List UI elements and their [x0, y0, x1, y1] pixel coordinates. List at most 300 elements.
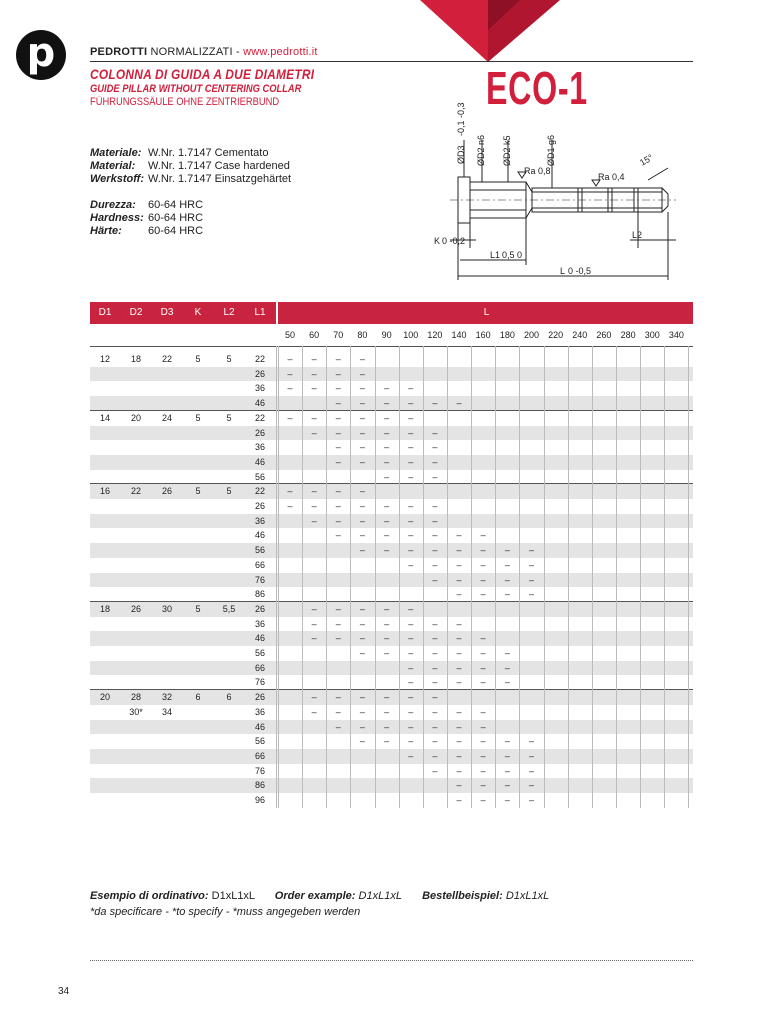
label-d3-tolerance: -0,1 -0,3 [456, 102, 466, 136]
availability-dash: – [384, 633, 390, 644]
l-value-header: 100 [403, 330, 419, 340]
l-value-header: 120 [427, 330, 443, 340]
cell-l2: 5,5 [222, 603, 236, 614]
col-d3: D3 [160, 307, 174, 318]
cell-d1: 20 [99, 692, 110, 703]
availability-dash: – [384, 736, 390, 747]
column-divider [375, 346, 376, 808]
title-german: FÜHRUNGSSÄULE OHNE ZENTRIERBUND [90, 96, 280, 108]
cell-l1: 26 [254, 603, 265, 614]
cell-l1: 56 [254, 471, 265, 482]
cell-l1: 22 [254, 354, 265, 364]
cell-l2: 6 [226, 692, 232, 703]
l-value-header: 70 [333, 330, 344, 340]
table-row [90, 411, 693, 426]
availability-dash: – [311, 633, 317, 644]
availability-dash: – [359, 545, 365, 556]
page-number: 34 [58, 986, 70, 997]
table-row [90, 514, 693, 529]
column-divider [326, 346, 327, 808]
availability-dash: – [359, 486, 365, 497]
column-divider [471, 346, 472, 808]
label-k-tolerance: 0 -0,2 [442, 236, 466, 246]
availability-dash: – [456, 398, 462, 409]
table-row [90, 455, 693, 470]
availability-dash: – [311, 486, 317, 497]
availability-dash: – [432, 398, 438, 409]
table-row [90, 587, 693, 602]
table-row [90, 720, 693, 735]
availability-dash: – [432, 574, 438, 585]
availability-dash: – [335, 354, 341, 364]
label-ra-04: Ra 0,4 [598, 172, 625, 182]
cell-l1: 96 [254, 795, 265, 805]
l-value-header: 80 [357, 330, 368, 340]
availability-dash: – [359, 398, 365, 409]
column-divider [688, 346, 689, 808]
table-row [90, 528, 693, 543]
availability-dash: – [335, 515, 341, 526]
cell-l1: 36 [254, 618, 265, 629]
cell-d3: 30 [161, 603, 172, 614]
availability-dash: – [432, 648, 438, 658]
availability-dash: – [311, 515, 317, 526]
availability-dash: – [335, 442, 341, 453]
availability-dash: – [384, 530, 390, 541]
header-rule-bottom [90, 346, 693, 347]
availability-dash: – [432, 706, 438, 717]
availability-dash: – [359, 368, 365, 379]
availability-dash: – [456, 530, 462, 541]
corner-triangles [420, 0, 560, 62]
order-example-en-label: Order example: [274, 890, 356, 902]
availability-dash: – [408, 662, 414, 673]
product-code: ECO-1 [486, 62, 588, 114]
cell-d3: 32 [161, 692, 172, 703]
availability-dash: – [480, 706, 486, 717]
table-row [90, 396, 693, 411]
cell-l2: 5 [226, 412, 232, 423]
l-value-header: 200 [523, 330, 540, 340]
col-l1: L1 [254, 307, 266, 318]
availability-dash: – [335, 383, 341, 394]
label-d2-k5: ØD2 k5 [502, 135, 512, 166]
availability-dash: – [408, 559, 414, 570]
availability-dash: – [432, 456, 438, 467]
availability-dash: – [384, 501, 390, 511]
cell-d3: 24 [161, 412, 172, 423]
availability-dash: – [384, 648, 390, 658]
availability-dash: – [504, 574, 510, 585]
availability-dash: – [504, 750, 510, 761]
availability-dash: – [432, 501, 438, 511]
availability-dash: – [359, 648, 365, 658]
table-row [90, 367, 693, 382]
footer-dotted-rule [90, 960, 693, 961]
table-row [90, 381, 693, 396]
cell-l2: 5 [226, 354, 232, 364]
cell-d2: 30* [129, 706, 143, 717]
availability-dash: – [408, 515, 414, 526]
l-value-header: 140 [451, 330, 467, 340]
availability-dash: – [408, 603, 414, 614]
order-example-it-value: D1xL1xL [208, 890, 255, 902]
availability-dash: – [359, 736, 365, 747]
availability-dash: – [287, 354, 293, 364]
pillar-drawing [420, 102, 700, 290]
column-divider [592, 346, 593, 808]
column-divider [495, 346, 496, 808]
label-d1-g6: ØD1 g6 [546, 134, 556, 166]
cell-l1: 86 [254, 589, 265, 600]
group-separator [90, 601, 693, 602]
cell-d3: 26 [161, 486, 172, 497]
availability-dash: – [311, 412, 317, 423]
label-d3: ØD3 [456, 145, 466, 164]
availability-dash: – [311, 383, 317, 394]
availability-dash: – [480, 795, 486, 805]
table-row [90, 440, 693, 455]
table-row [90, 661, 693, 676]
availability-dash: – [408, 412, 414, 423]
cell-l1: 46 [254, 530, 265, 541]
availability-dash: – [384, 442, 390, 453]
label-l1-tolerance: 0,5 0 [502, 250, 523, 260]
spec-key: Material: [90, 160, 136, 172]
availability-dash: – [504, 765, 510, 776]
cell-l1: 66 [254, 559, 265, 570]
availability-dash: – [384, 456, 390, 467]
cell-l1: 56 [254, 545, 265, 556]
availability-dash: – [335, 501, 341, 511]
availability-dash: – [480, 765, 486, 776]
table-row [90, 470, 693, 485]
l-value-header: 220 [548, 330, 564, 340]
label-ra-08: Ra 0,8 [524, 166, 551, 176]
availability-dash: – [480, 559, 486, 570]
availability-dash: – [359, 427, 365, 438]
availability-dash: – [480, 736, 486, 747]
cell-l1: 26 [254, 692, 265, 703]
availability-dash: – [335, 427, 341, 438]
order-example-de-label: Bestellbeispiel: [422, 890, 503, 902]
table-row [90, 617, 693, 632]
availability-dash: – [287, 412, 293, 423]
availability-dash: – [456, 765, 462, 776]
l-value-header: 50 [284, 330, 295, 340]
cell-l1: 46 [254, 398, 265, 409]
availability-dash: – [456, 662, 462, 673]
table-row [90, 499, 693, 514]
order-example-en-value: D1xL1xL [355, 890, 402, 902]
table-row [90, 705, 693, 720]
availability-dash: – [335, 603, 341, 614]
availability-dash: – [384, 618, 390, 629]
cell-l1: 66 [254, 662, 265, 673]
availability-dash: – [528, 589, 534, 600]
availability-dash: – [408, 692, 414, 703]
availability-dash: – [408, 398, 414, 409]
availability-dash: – [384, 706, 390, 717]
availability-dash: – [432, 530, 438, 541]
l-value-header: 340 [668, 330, 684, 340]
availability-dash: – [480, 780, 486, 791]
availability-dash: – [456, 736, 462, 747]
availability-dash: – [384, 383, 390, 394]
cell-d1: 14 [99, 412, 110, 423]
availability-dash: – [504, 559, 510, 570]
column-divider [568, 346, 569, 808]
availability-dash: – [504, 736, 510, 747]
availability-dash: – [432, 559, 438, 570]
availability-dash: – [432, 471, 438, 482]
header-rule [90, 61, 693, 62]
availability-dash: – [335, 721, 341, 732]
availability-dash: – [456, 780, 462, 791]
availability-dash: – [359, 383, 365, 394]
cell-l1: 76 [254, 677, 265, 688]
availability-dash: – [287, 486, 293, 497]
availability-dash: – [528, 795, 534, 805]
availability-dash: – [408, 383, 414, 394]
table-row [90, 573, 693, 588]
table-row [90, 426, 693, 441]
cell-l2: 5 [226, 486, 232, 497]
availability-dash: – [384, 721, 390, 732]
title-italian: COLONNA DI GUIDA A DUE DIAMETRI [90, 66, 315, 82]
availability-dash: – [335, 706, 341, 717]
col-d1: D1 [98, 307, 112, 318]
header-divider [276, 302, 278, 324]
cell-d1: 12 [99, 354, 110, 364]
availability-dash: – [408, 677, 414, 688]
availability-dash: – [384, 545, 390, 556]
availability-dash: – [408, 750, 414, 761]
availability-dash: – [359, 515, 365, 526]
availability-dash: – [359, 618, 365, 629]
availability-dash: – [359, 442, 365, 453]
table-row [90, 778, 693, 793]
cell-d1: 18 [99, 603, 110, 614]
availability-dash: – [359, 354, 365, 364]
order-example-de-value: D1xL1xL [502, 890, 550, 902]
cell-l1: 76 [254, 765, 265, 776]
availability-dash: – [456, 648, 462, 658]
availability-dash: – [456, 750, 462, 761]
availability-dash: – [311, 354, 317, 364]
availability-dash: – [311, 706, 317, 717]
availability-dash: – [528, 780, 534, 791]
table-row [90, 734, 693, 749]
availability-dash: – [408, 736, 414, 747]
l-value-header: 240 [572, 330, 588, 340]
label-l1: L1 [490, 250, 501, 260]
column-divider [302, 346, 303, 808]
availability-dash: – [335, 412, 341, 423]
column-divider [276, 346, 277, 808]
l-value-header: 60 [309, 330, 320, 340]
availability-dash: – [384, 427, 390, 438]
availability-dash: – [311, 692, 317, 703]
col-k: K [194, 307, 202, 318]
availability-dash: – [408, 442, 414, 453]
availability-dash: – [432, 677, 438, 688]
availability-dash: – [480, 677, 486, 688]
availability-dash: – [456, 677, 462, 688]
cell-d2: 18 [130, 354, 141, 364]
spec-value: 60-64 HRC [148, 212, 204, 224]
table-row [90, 793, 693, 808]
l-value-header: 300 [644, 330, 660, 340]
availability-dash: – [432, 721, 438, 732]
col-l2: L2 [223, 307, 235, 318]
cell-d3: 34 [161, 706, 172, 717]
cell-k: 6 [195, 692, 201, 703]
availability-dash: – [359, 692, 365, 703]
availability-dash: – [335, 618, 341, 629]
availability-dash: – [480, 633, 486, 644]
availability-dash: – [456, 545, 462, 556]
spec-key: Werkstoff: [90, 173, 144, 185]
availability-dash: – [480, 648, 486, 658]
group-separator [90, 483, 693, 484]
availability-dash: – [456, 574, 462, 585]
cell-l1: 36 [254, 442, 265, 453]
cell-k: 5 [195, 603, 201, 614]
cell-l1: 56 [254, 648, 265, 658]
availability-dash: – [480, 721, 486, 732]
table-row [90, 352, 693, 367]
cell-l1: 26 [254, 368, 265, 379]
availability-dash: – [432, 692, 438, 703]
table-row [90, 764, 693, 779]
cell-d2: 28 [130, 692, 141, 703]
cell-l1: 56 [254, 736, 265, 747]
table-row [90, 646, 693, 661]
cell-l1: 36 [254, 383, 265, 394]
cell-k: 5 [195, 486, 201, 497]
website-link[interactable]: www.pedrotti.it [243, 46, 318, 58]
availability-dash: – [432, 750, 438, 761]
cell-l1: 46 [254, 456, 265, 467]
brand-separator: - [232, 46, 244, 58]
availability-dash: – [528, 574, 534, 585]
availability-dash: – [480, 545, 486, 556]
availability-dash: – [359, 721, 365, 732]
label-angle: 15° [638, 152, 655, 168]
table-header [90, 302, 693, 324]
column-divider [350, 346, 351, 808]
availability-dash: – [480, 750, 486, 761]
group-separator [90, 410, 693, 411]
availability-dash: – [287, 501, 293, 511]
availability-dash: – [408, 471, 414, 482]
spec-key: Hardness: [90, 212, 144, 224]
availability-dash: – [408, 501, 414, 511]
availability-dash: – [335, 456, 341, 467]
cell-l1: 22 [254, 412, 265, 423]
availability-dash: – [335, 633, 341, 644]
availability-dash: – [408, 633, 414, 644]
availability-dash: – [359, 501, 365, 511]
order-example [90, 890, 549, 902]
table-row [90, 631, 693, 646]
cell-d1: 16 [99, 486, 110, 497]
group-separator [90, 689, 693, 690]
availability-dash: – [504, 795, 510, 805]
cell-l1: 36 [254, 515, 265, 526]
availability-dash: – [432, 618, 438, 629]
cell-l1: 46 [254, 721, 265, 732]
availability-dash: – [408, 456, 414, 467]
availability-dash: – [504, 545, 510, 556]
availability-dash: – [504, 648, 510, 658]
availability-dash: – [528, 750, 534, 761]
availability-dash: – [408, 530, 414, 541]
availability-dash: – [359, 530, 365, 541]
column-divider [544, 346, 545, 808]
availability-dash: – [408, 721, 414, 732]
availability-dash: – [432, 427, 438, 438]
availability-dash: – [311, 368, 317, 379]
availability-dash: – [504, 589, 510, 600]
column-divider [519, 346, 520, 808]
availability-dash: – [359, 603, 365, 614]
availability-dash: – [287, 368, 293, 379]
spec-value: W.Nr. 1.7147 Cementato [148, 147, 269, 159]
availability-dash: – [408, 706, 414, 717]
l-value-header: 260 [596, 330, 612, 340]
l-value-header: 280 [620, 330, 636, 340]
column-divider [423, 346, 424, 808]
column-divider [399, 346, 400, 808]
availability-dash: – [480, 589, 486, 600]
label-k: K [434, 236, 441, 246]
cell-l1: 86 [254, 780, 265, 791]
availability-dash: – [384, 471, 390, 482]
availability-dash: – [432, 765, 438, 776]
column-divider [616, 346, 617, 808]
spec-key: Härte: [90, 225, 122, 237]
availability-dash: – [384, 412, 390, 423]
l-value-header: 180 [499, 330, 515, 340]
l-value-header: 160 [475, 330, 491, 340]
availability-dash: – [432, 633, 438, 644]
availability-dash: – [432, 545, 438, 556]
column-divider [278, 346, 279, 808]
cell-l1: 46 [254, 633, 265, 644]
availability-dash: – [528, 559, 534, 570]
availability-dash: – [480, 662, 486, 673]
availability-dash: – [456, 633, 462, 644]
table-row [90, 558, 693, 573]
cell-d3: 22 [161, 354, 172, 364]
availability-dash: – [311, 427, 317, 438]
availability-dash: – [384, 603, 390, 614]
availability-dash: – [528, 545, 534, 556]
availability-dash: – [408, 545, 414, 556]
spec-value: 60-64 HRC [148, 225, 204, 237]
brand-line [90, 46, 318, 58]
logo-letter: p [26, 30, 56, 76]
table-row [90, 675, 693, 690]
order-example-it-label: Esempio di ordinativo: [90, 890, 209, 902]
availability-dash: – [408, 648, 414, 658]
cell-l1: 76 [254, 574, 265, 585]
availability-dash: – [384, 398, 390, 409]
l-value-header: 90 [381, 330, 392, 340]
table-row [90, 543, 693, 558]
